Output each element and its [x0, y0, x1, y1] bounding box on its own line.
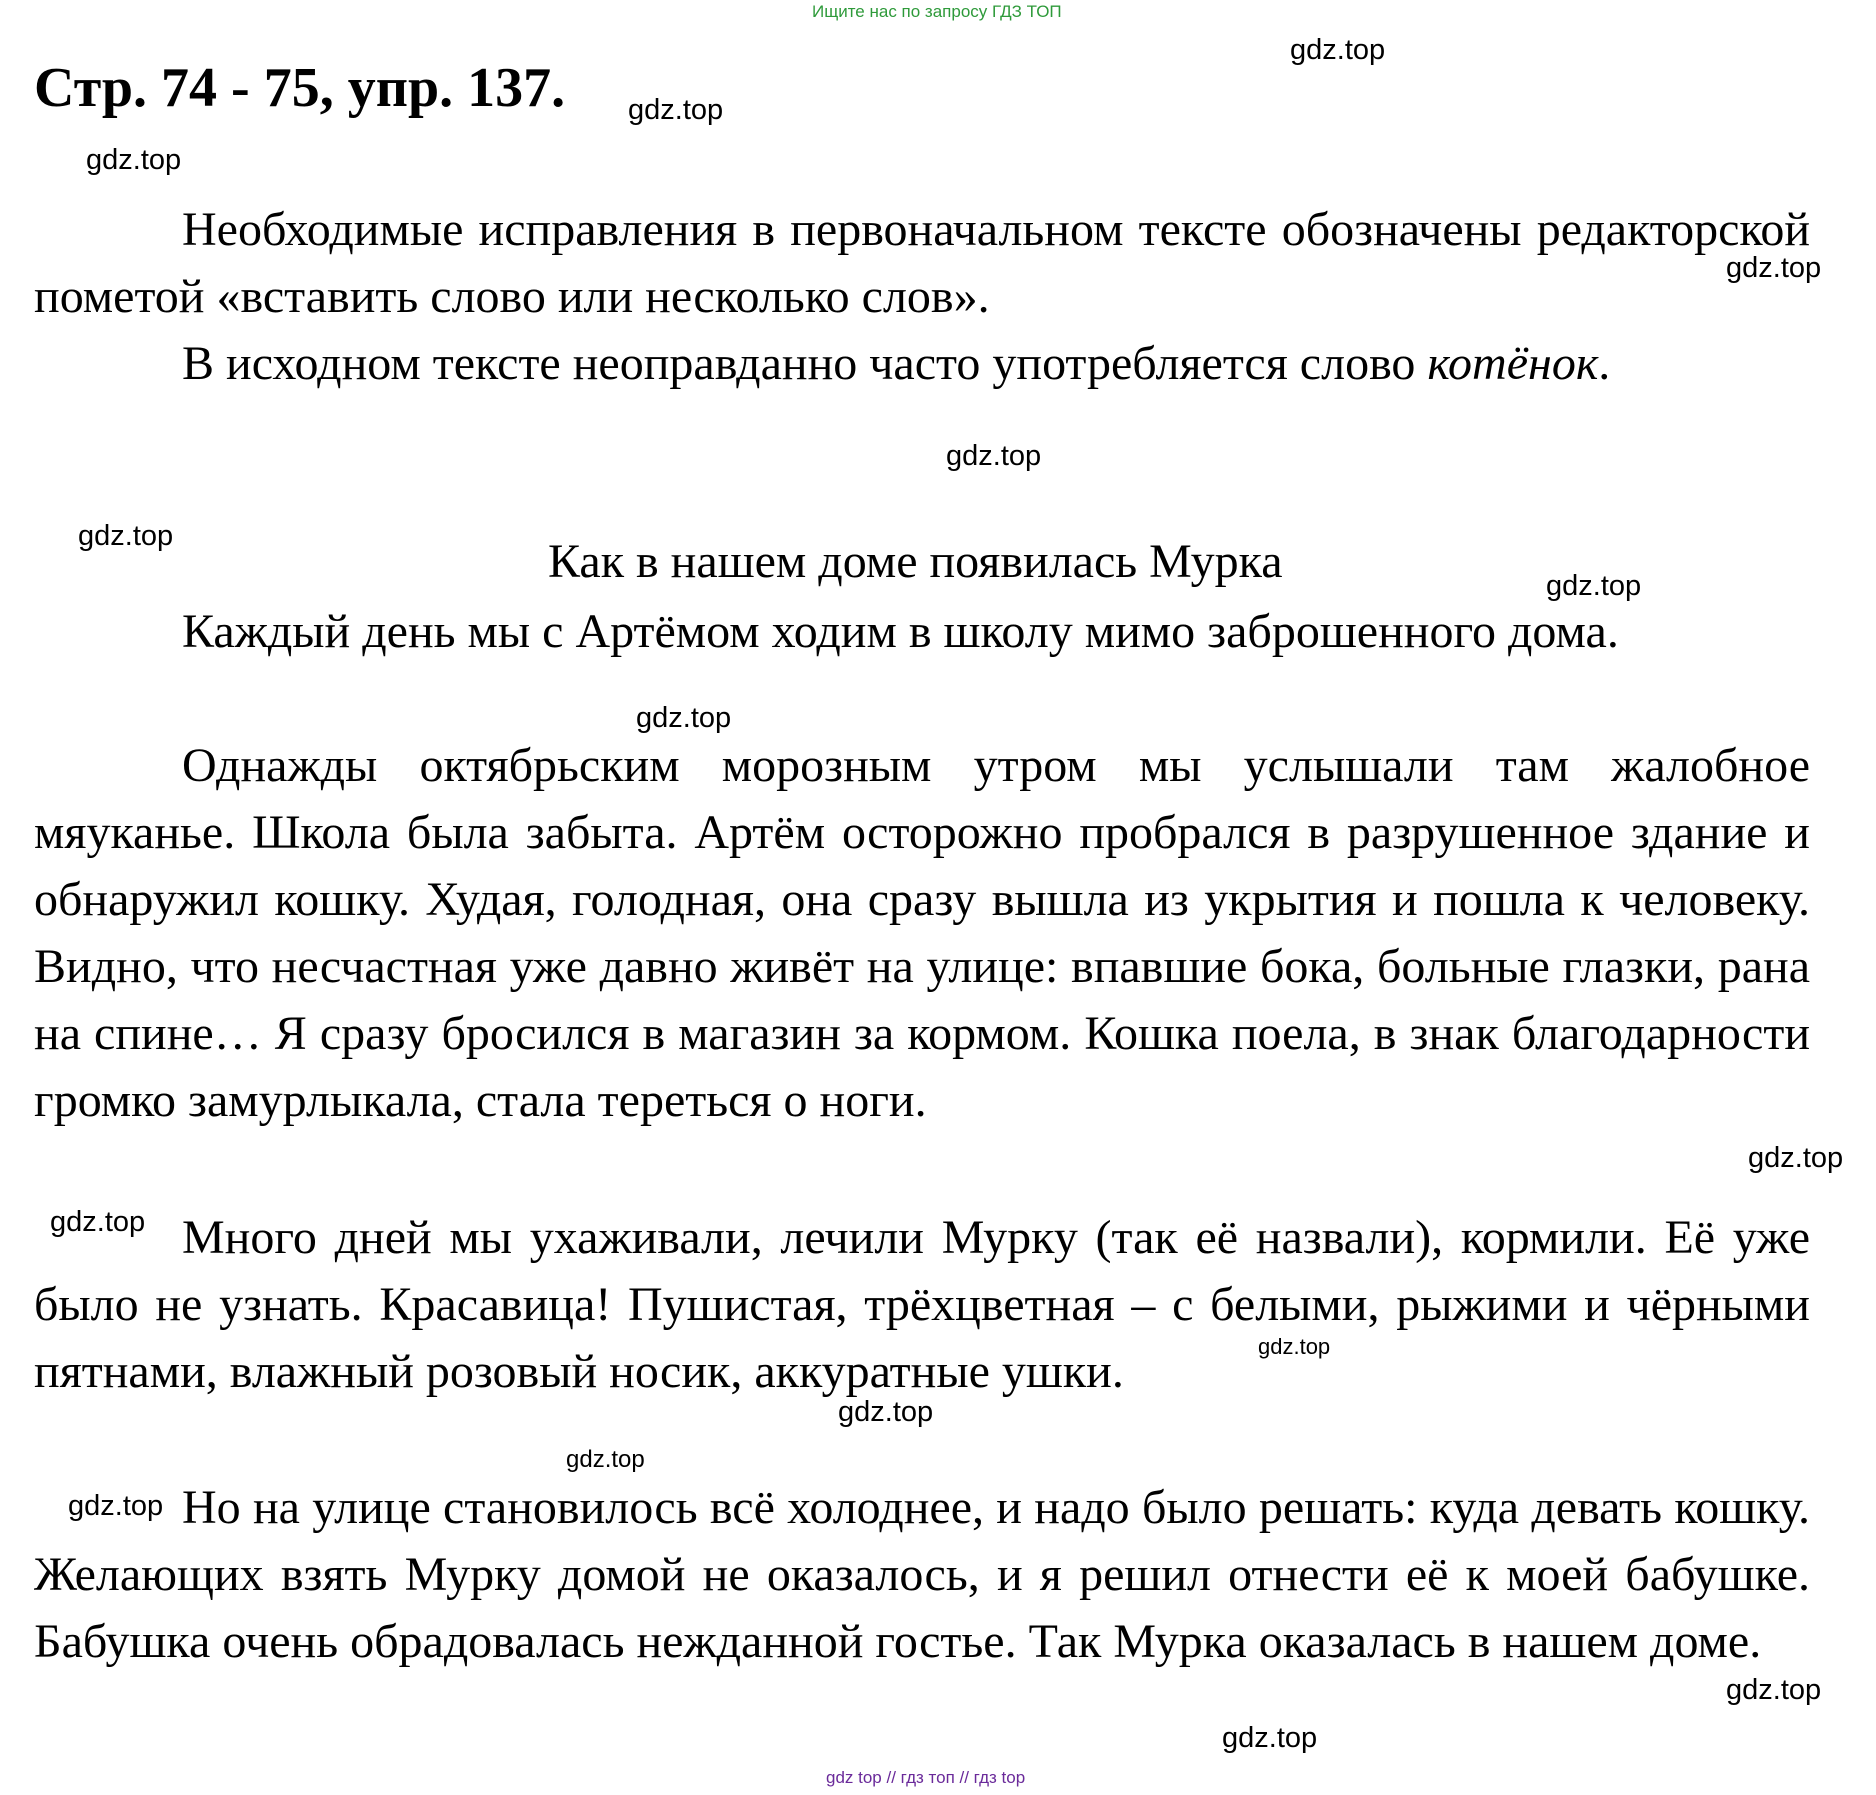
watermark: gdz.top	[628, 94, 724, 126]
watermark: gdz.top	[50, 1206, 146, 1238]
watermark: gdz.top	[78, 520, 174, 552]
watermark: gdz.top	[566, 1446, 645, 1473]
watermark: gdz.top	[838, 1396, 934, 1428]
intro-paragraph-2	[34, 330, 1810, 397]
watermark: gdz.top	[86, 144, 182, 176]
watermark: gdz.top	[1726, 252, 1822, 284]
story-title: Как в нашем доме появилась Мурка	[548, 535, 1283, 588]
watermark: gdz.top	[1258, 1334, 1331, 1359]
watermark: gdz.top	[1748, 1142, 1844, 1174]
footer-links: gdz top // гдз топ // гдз top	[826, 1768, 1026, 1787]
intro-period: .	[1598, 337, 1611, 390]
story-paragraph-2: Однажды октябрьским морозным утром мы услышали там жалобное мяуканье. Школа была забыта. Артём осторожно пробрался в разрушенное здание и обнаружил кошку. Худая, голодная, она сразу вышла из укрытия и пошла к человеку. Видно, что несчастная уже давно живёт на улице: впавшие бока, больные глазки, рана на спине… Я сразу бросился в магазин за кормом. Кошка поела, в знак благодарности громко замурлыкала, стала тереться о ноги.	[34, 739, 1810, 1127]
search-banner: Ищите нас по запросу ГДЗ ТОП	[812, 2, 1062, 21]
highlighted-word: котёнок	[1427, 337, 1599, 390]
watermark: gdz.top	[636, 702, 732, 734]
watermark: gdz.top	[1546, 570, 1642, 602]
watermark: gdz.top	[946, 440, 1042, 472]
watermark: gdz.top	[1222, 1722, 1318, 1754]
watermark: gdz.top	[1726, 1674, 1822, 1706]
page-title: Стр. 74 - 75, упр. 137.	[34, 57, 566, 119]
story-paragraph-1: Каждый день мы с Артёмом ходим в школу мимо заброшенного дома.	[182, 605, 1619, 658]
story-paragraph-3: Много дней мы ухаживали, лечили Мурку (так её назвали), кормили. Её уже было не узнать. Красавица! Пушистая, трёхцветная – с белыми, рыжими и чёрными пятнами, влажный розовый носик, аккуратные ушки.	[34, 1211, 1810, 1398]
story-paragraph-4: Но на улице становилось всё холоднее, и надо было решать: куда девать кошку. Желающих взять Мурку домой не оказалось, и я решил отнести её к моей бабушке. Бабушка очень обрадовалась нежданной гостье. Так Мурка оказалась в нашем доме.	[34, 1481, 1810, 1668]
intro-paragraph-1: Необходимые исправления в первоначальном тексте обозначены редакторской пометой «вставить слово или несколько слов».	[34, 203, 1810, 323]
watermark: gdz.top	[68, 1490, 164, 1522]
intro-text: В исходном тексте неоправданно часто употребляется слово	[182, 337, 1428, 390]
watermark: gdz.top	[1290, 34, 1386, 66]
